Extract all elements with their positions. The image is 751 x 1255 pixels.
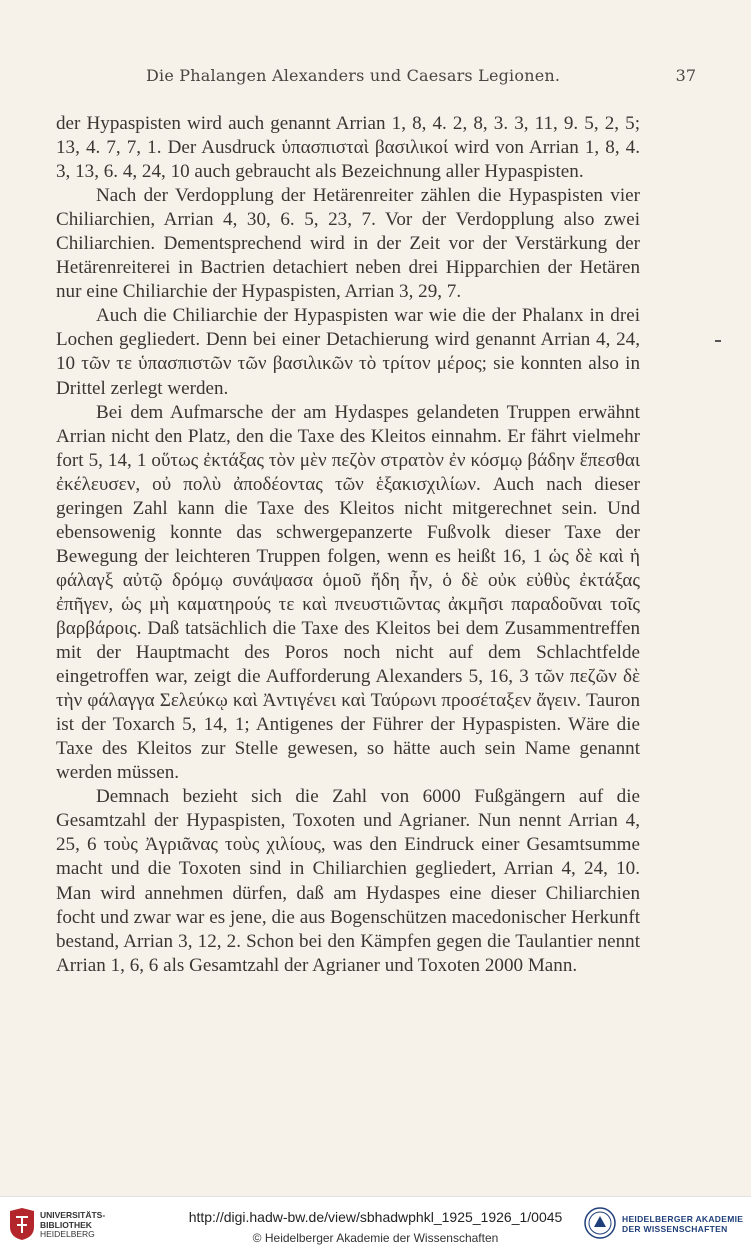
- footer-bar: [0, 1196, 751, 1255]
- source-url-link[interactable]: http://digi.hadw-bw.de/view/sbhadwphkl_1925_1926_1/0045: [188, 1209, 563, 1225]
- paragraph: Nach der Verdopplung der Hetärenreiter zählen die Hypaspisten vier Chiliarchien, Arrian 4, 30, 6. 5, 23, 7. Vor der Verdopplung also zwei Chiliarchien. Dementsprechend wird in der Zeit vor der Verstärkung der Hetärenreiterei in Bactrien detachiert neben drei Hipparchien der Hetären nur eine Chiliarchie der Hypaspisten, Arrian 3, 29, 7.: [56, 185, 640, 303]
- academy-name: HEIDELBERGER AKADEMIE DER WISSENSCHAFTEN: [622, 1214, 744, 1234]
- paragraph: Bei dem Aufmarsche der am Hydaspes gelandeten Truppen erwähnt Arrian nicht den Platz, den die Taxe des Kleitos einnahm. Er fährt vielmehr fort 5, 14, 1 οὕτως ἐκτάξας τὸν μὲν πεζὸν στρατὸν ἐν κόσμῳ βάδην ἕπεσθαι ἐκέλευσεν, οὐ πολὺ ἀποδέοντας τῶν ἑξακισχιλίων. Auch nach dieser geringen Zahl kann die Taxe des Kleitos nicht mitgerechnet sein. Und ebensowenig konnte das schwergepanzerte Fußvolk dieser Taxe der Bewegung der leichteren Truppen folgen, wenn es heißt 16, 1 ὡς δὲ καὶ ἡ φάλαγξ αὐτῷ δρόμῳ συνάψασα ὁμοῦ ἤδη ἦν, ὁ δὲ οὐκ εὐθὺς ἐκτάξας ἐπῆγεν, ὡς μὴ καματηρούς τε καὶ πνευστιῶντας ἀκμῆσι παραδοῦναι τοῖς βαρβάροις. Daß tatsächlich die Taxe des Kleitos bei dem Zusammentreffen mit der Hauptmacht des Poros noch nicht auf dem Schlachtfelde eingetroffen war, zeigt die Aufforderung Alexanders 5, 16, 3 τῶν πεζῶν δὲ τὴν φάλαγγα Σελεύκῳ καὶ Ἀντιγένει καὶ Ταύρωνι προσέταξεν ἄγειν. Tauron ist der Toxarch 5, 14, 1; Antigenes der Führer der Hypaspisten. Wäre die Taxe des Kleitos zur Stelle gewesen, so hätte auch sein Name genannt werden müssen.: [56, 401, 640, 784]
- paragraph: Demnach bezieht sich die Zahl von 6000 Fußgängern auf die Gesamtzahl der Hypaspisten, Toxoten und Agrianer. Nun nennt Arrian 4, 25, 6 τοὺς Ἀγριᾶνας τοὺς χιλίους, was den Eindruck einer Gesamtsumme macht und die Toxoten sind in Chiliarchien gegliedert, Arrian 4, 24, 10. Man wird annehmen dürfen, daß am Hydaspes eine dieser Chiliarchien focht und zwar war es jene, die aus Bogenschützen macedonischer Herkunft bestand, Arrian 3, 12, 2. Schon bei den Kämpfen gegen die Taulantier nennt Arrian 1, 6, 6 als Gesamtzahl der Agrianer und Toxoten 2000 Mann.: [56, 786, 640, 976]
- paragraph: Auch die Chiliarchie der Hypaspisten war wie die der Phalanx in drei Lochen gegliedert. Denn bei einer Detachierung wird genannt Arrian 4, 24, 10 τῶν τε ὑπασπιστῶν τῶν βασιλικῶν τὸ τρίτον μέρος; sie konnten also in Drittel zerlegt werden.: [56, 305, 640, 399]
- academy-seal-icon: [584, 1207, 616, 1239]
- paragraph: der Hypaspisten wird auch genannt Arrian 1, 8, 4. 2, 8, 3. 3, 11, 9. 5, 2, 5; 13, 4. 7, 7, 1. Der Ausdruck ὑπασπισταὶ βασιλικοί wird von Arrian 1, 8, 4. 3, 13, 6. 4, 24, 10 auch gebraucht als Bezeichnung aller Hypaspisten.: [56, 113, 640, 183]
- running-title: Die Phalangen Alexanders und Caesars Legionen.: [146, 66, 561, 85]
- page-number: 37: [675, 66, 696, 85]
- body-text: [56, 112, 640, 978]
- margin-mark: [715, 340, 721, 342]
- copyright-notice: © Heidelberger Akademie der Wissenschaften: [252, 1231, 499, 1245]
- library-name: UNIVERSITÄTS- BIBLIOTHEK HEIDELBERG: [40, 1210, 106, 1239]
